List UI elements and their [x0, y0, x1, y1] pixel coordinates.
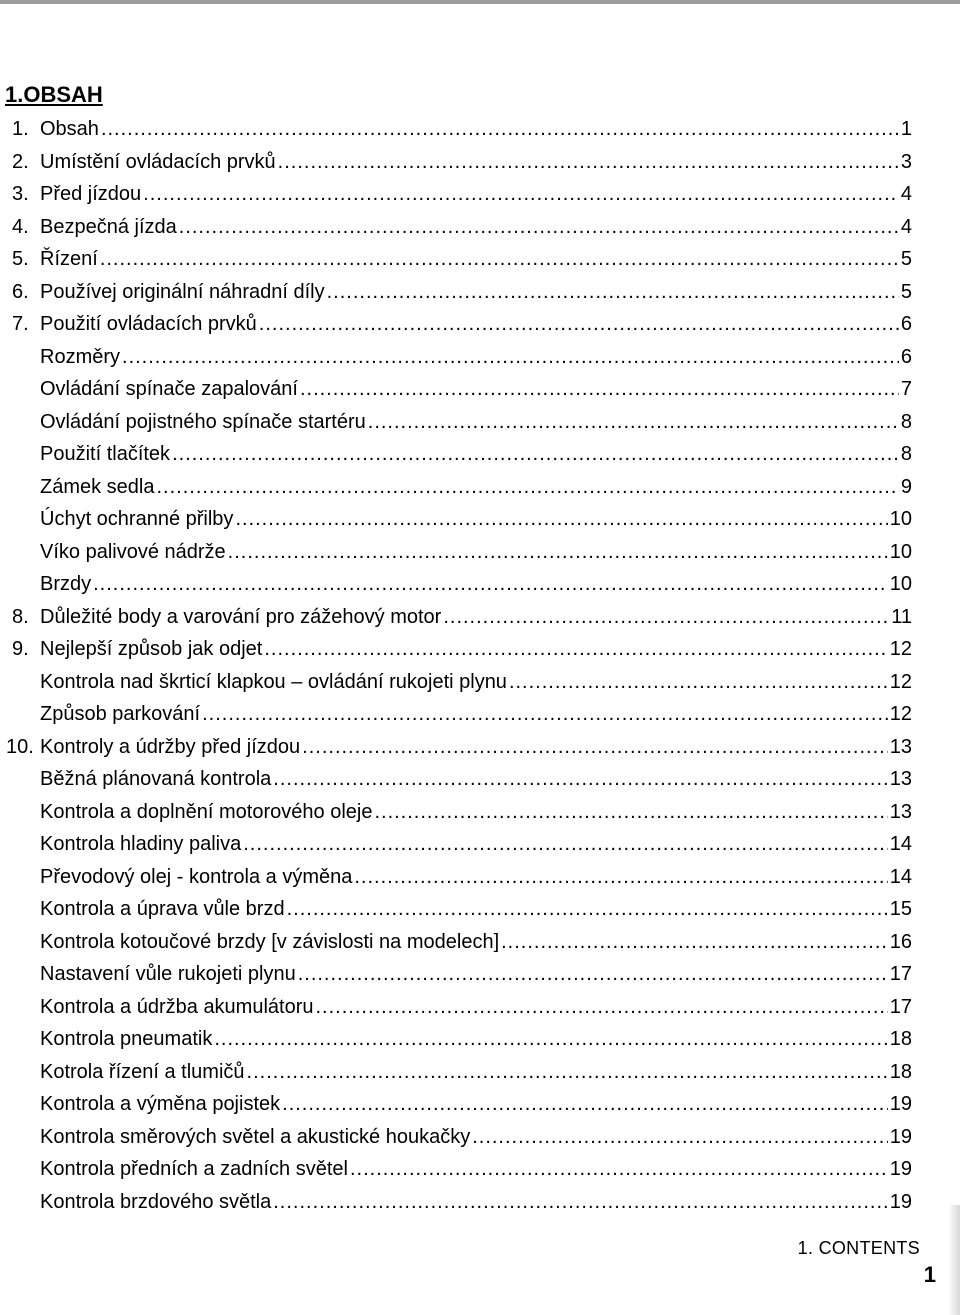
toc-entry-number: 1. — [12, 118, 29, 140]
toc-entry[interactable] — [0, 309, 960, 341]
toc-leader-dots — [235, 508, 887, 531]
toc-leader-dots — [327, 281, 899, 304]
toc-entry[interactable] — [0, 1122, 960, 1154]
toc-leader-dots — [214, 1028, 887, 1051]
toc-entry-page: 19 — [889, 1126, 912, 1148]
toc-entry-label: Obsah — [40, 118, 99, 140]
toc-entry-page: 4 — [900, 183, 912, 205]
toc-entry-number: 9. — [12, 638, 29, 660]
toc-entry-page: 11 — [891, 606, 912, 628]
toc-entry-number: 4. — [12, 216, 29, 238]
toc-entry-label: Ovládání spínače zapalování — [40, 378, 298, 400]
toc-entry[interactable] — [0, 212, 960, 244]
toc-entry-page: 14 — [889, 866, 912, 888]
page-corner-shadow — [948, 1205, 960, 1315]
toc-entry[interactable] — [0, 992, 960, 1024]
toc-leader-dots — [298, 963, 888, 986]
toc-entry[interactable] — [0, 732, 960, 764]
footer-section-label: 1. CONTENTS — [797, 1238, 920, 1258]
toc-entry-number: 5. — [12, 248, 29, 270]
toc-entry-label: Kontrola a doplnění motorového oleje — [40, 801, 373, 823]
toc-entry[interactable] — [0, 894, 960, 926]
toc-leader-dots — [316, 996, 888, 1019]
toc-entry-page: 5 — [900, 248, 912, 270]
toc-entry-page: 4 — [900, 216, 912, 238]
toc-leader-dots — [300, 378, 899, 401]
toc-entry[interactable] — [0, 927, 960, 959]
toc-entry[interactable] — [0, 407, 960, 439]
toc-entry-page: 10 — [889, 508, 912, 530]
toc-entry[interactable] — [0, 829, 960, 861]
toc-entry-label: Kotrola řízení a tlumičů — [40, 1061, 245, 1083]
toc-entry[interactable] — [0, 1089, 960, 1121]
toc-entry[interactable] — [0, 1057, 960, 1089]
toc-entry-page: 17 — [889, 963, 912, 985]
toc-entry[interactable] — [0, 1024, 960, 1056]
footer-page-number: 1 — [923, 1262, 936, 1287]
toc-leader-dots — [273, 768, 887, 791]
toc-entry-label: Umístění ovládacích prvků — [40, 151, 276, 173]
toc-leader-dots — [247, 1061, 888, 1084]
toc-entry-page: 16 — [889, 931, 912, 953]
toc-entry-page: 19 — [889, 1093, 912, 1115]
toc-leader-dots — [100, 248, 899, 271]
toc-entry[interactable] — [0, 472, 960, 504]
toc-leader-dots — [443, 606, 889, 629]
toc-leader-dots — [243, 833, 888, 856]
toc-entry[interactable] — [0, 862, 960, 894]
toc-entry[interactable] — [0, 602, 960, 634]
toc-entry-label: Kontrola a úprava vůle brzd — [40, 898, 285, 920]
toc-entry[interactable] — [0, 342, 960, 374]
toc-entry-page: 18 — [889, 1028, 912, 1050]
toc-entry-label: Před jízdou — [40, 183, 142, 205]
toc-leader-dots — [122, 346, 899, 369]
toc-entry-label: Kontrola pneumatik — [40, 1028, 213, 1050]
toc-entry[interactable] — [0, 374, 960, 406]
toc-entry-page: 9 — [900, 476, 912, 498]
toc-entry-page: 3 — [900, 151, 912, 173]
toc-entry-label: Úchyt ochranné přilby — [40, 508, 234, 530]
toc-entry-label: Ovládání pojistného spínače startéru — [40, 411, 366, 433]
toc-entry-number: 7. — [12, 313, 29, 335]
toc-leader-dots — [368, 411, 899, 434]
toc-leader-dots — [157, 476, 899, 499]
toc-entry[interactable] — [0, 504, 960, 536]
toc-entry-page: 6 — [900, 313, 912, 335]
toc-entry-page: 17 — [889, 996, 912, 1018]
toc-entry-label: Kontrola kotoučové brzdy [v závislosti na modelech] — [40, 931, 500, 953]
toc-leader-dots — [179, 216, 899, 239]
toc-entry-label: Víko palivové nádrže — [40, 541, 226, 563]
toc-entry[interactable] — [0, 634, 960, 666]
toc-entry-page: 12 — [889, 703, 912, 725]
toc-entry[interactable] — [0, 764, 960, 796]
toc-entry-page: 8 — [900, 411, 912, 433]
toc-entry-label: Způsob parkování — [40, 703, 201, 725]
toc-entry[interactable] — [0, 569, 960, 601]
toc-leader-dots — [228, 541, 888, 564]
toc-entry[interactable] — [0, 1187, 960, 1219]
toc-entry-page: 6 — [900, 346, 912, 368]
toc-entry[interactable] — [0, 1154, 960, 1186]
toc-entry-label: Použití tlačítek — [40, 443, 171, 465]
toc-leader-dots — [374, 801, 887, 824]
toc-entry[interactable] — [0, 537, 960, 569]
toc-entry[interactable] — [0, 959, 960, 991]
toc-leader-dots — [509, 671, 888, 694]
toc-entry-label: Používej originální náhradní díly — [40, 281, 325, 303]
toc-entry[interactable] — [0, 244, 960, 276]
toc-entry-page: 10 — [889, 573, 912, 595]
toc-entry-page: 10 — [889, 541, 912, 563]
toc-entry-page: 15 — [889, 898, 912, 920]
toc-leader-dots — [273, 1191, 888, 1214]
toc-entry-number: 6. — [12, 281, 29, 303]
toc-entry[interactable] — [0, 439, 960, 471]
toc-leader-dots — [202, 703, 888, 726]
toc-entry[interactable] — [0, 179, 960, 211]
toc-leader-dots — [350, 1158, 888, 1181]
toc-entry-label: Kontrola nad škrticí klapkou – ovládání rukojeti plynu — [40, 671, 507, 693]
toc-leader-dots — [354, 866, 887, 889]
toc-entry-label: Brzdy — [40, 573, 92, 595]
toc-entry-page: 19 — [889, 1158, 912, 1180]
top-rule — [0, 0, 960, 4]
toc-leader-dots — [278, 151, 899, 174]
toc-leader-dots — [264, 638, 887, 661]
toc-entry-label: Převodový olej - kontrola a výměna — [40, 866, 353, 888]
toc-entry-label: Kontrola brzdového světla — [40, 1191, 272, 1213]
toc-leader-dots — [93, 573, 888, 596]
page-title: 1.OBSAH — [5, 82, 103, 107]
toc-leader-dots — [259, 313, 899, 336]
toc-entry-number: 10. — [6, 736, 34, 758]
toc-entry-label: Běžná plánovaná kontrola — [40, 768, 272, 790]
toc-entry-number: 2. — [12, 151, 29, 173]
toc-entry-page: 5 — [900, 281, 912, 303]
toc-entry-label: Bezpečná jízda — [40, 216, 177, 238]
toc-leader-dots — [302, 736, 888, 759]
toc-entry-label: Kontrola předních a zadních světel — [40, 1158, 348, 1180]
toc-entry-page: 13 — [889, 801, 912, 823]
toc-entry-label: Kontrola a údržba akumulátoru — [40, 996, 314, 1018]
toc-entry-label: Zámek sedla — [40, 476, 155, 498]
toc-entry-number: 3. — [12, 183, 29, 205]
toc-entry[interactable] — [0, 147, 960, 179]
toc-entry[interactable] — [0, 797, 960, 829]
toc-entry[interactable] — [0, 114, 960, 146]
toc-entry-label: Kontroly a údržby před jízdou — [40, 736, 301, 758]
toc-entry-page: 12 — [889, 638, 912, 660]
toc-entry-page: 13 — [889, 736, 912, 758]
toc-entry[interactable] — [0, 277, 960, 309]
toc-entry-page: 7 — [900, 378, 912, 400]
toc-entry[interactable] — [0, 667, 960, 699]
toc-entry-label: Kontrola hladiny paliva — [40, 833, 242, 855]
toc-entry-label: Nejlepší způsob jak odjet — [40, 638, 263, 660]
toc-entry-page: 8 — [900, 443, 912, 465]
toc-entry-page: 1 — [900, 118, 912, 140]
toc-entry-label: Použití ovládacích prvků — [40, 313, 257, 335]
toc-entry-label: Nastavení vůle rukojeti plynu — [40, 963, 296, 985]
toc-leader-dots — [101, 118, 899, 141]
toc-entry-label: Kontrola směrových světel a akustické houkačky — [40, 1126, 471, 1148]
toc-entry-page: 18 — [889, 1061, 912, 1083]
toc-entry[interactable] — [0, 699, 960, 731]
toc-entry-page: 14 — [889, 833, 912, 855]
toc-entry-page: 19 — [889, 1191, 912, 1213]
toc-entry-label: Řízení — [40, 248, 98, 270]
toc-leader-dots — [287, 898, 888, 921]
toc-entry-page: 12 — [889, 671, 912, 693]
toc-leader-dots — [501, 931, 888, 954]
toc-entry-number: 8. — [12, 606, 29, 628]
toc-entry-label: Kontrola a výměna pojistek — [40, 1093, 281, 1115]
toc-entry-page: 13 — [889, 768, 912, 790]
toc-entry-label: Rozměry — [40, 346, 121, 368]
toc-leader-dots — [143, 183, 899, 206]
toc-leader-dots — [282, 1093, 888, 1116]
toc-leader-dots — [172, 443, 899, 466]
toc-entry-label: Důležité body a varování pro zážehový motor — [40, 606, 442, 628]
toc-leader-dots — [472, 1126, 888, 1149]
